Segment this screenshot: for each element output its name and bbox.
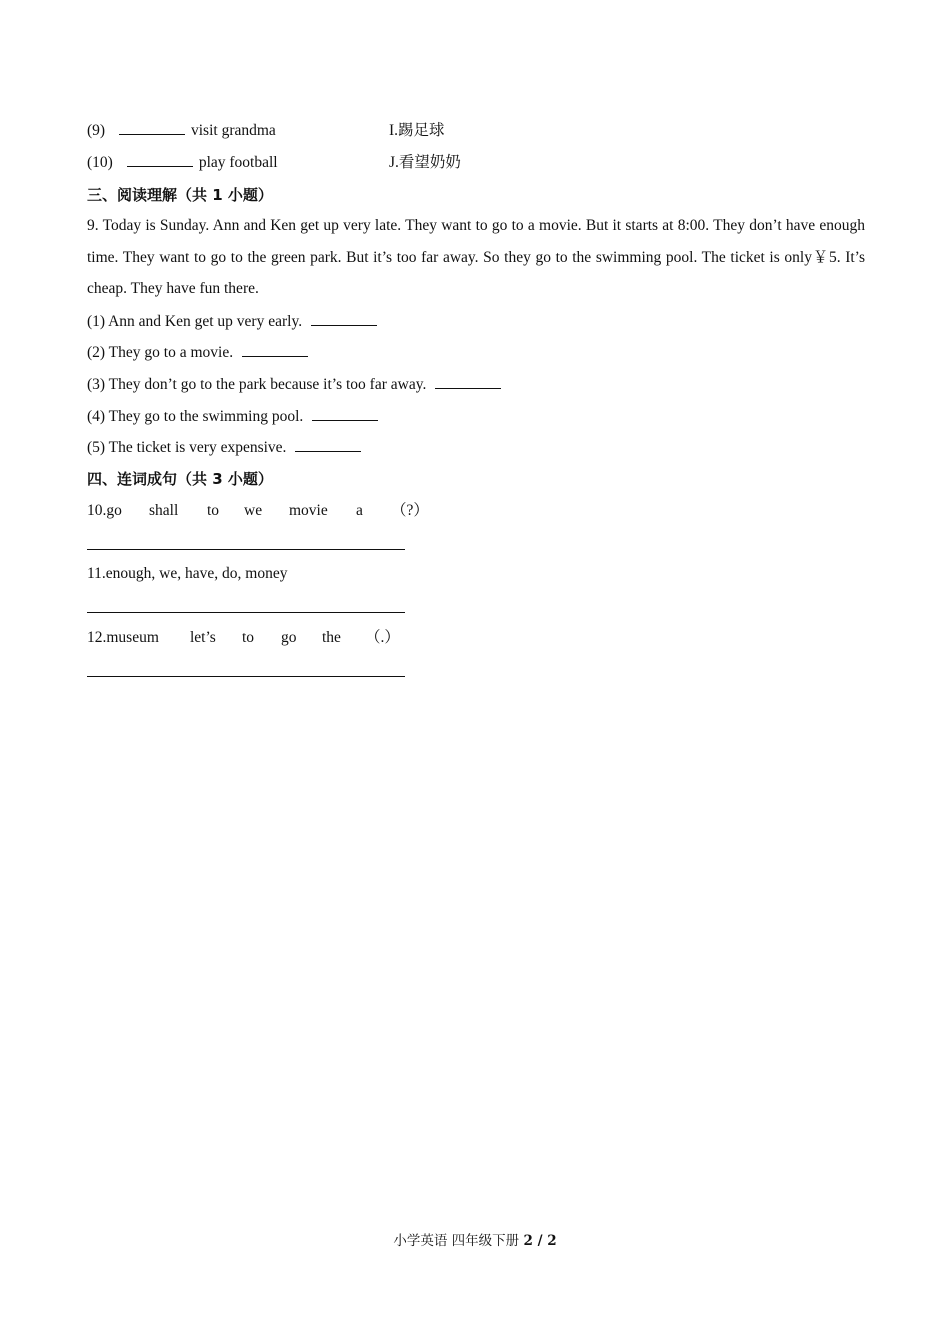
footer-page-number: 2 <box>523 1233 533 1249</box>
word: let’s <box>190 629 216 646</box>
match-number: (10) <box>87 154 113 171</box>
footer-page-total: 2 <box>547 1233 557 1249</box>
word: 10.go <box>87 502 122 519</box>
word: 12.museum <box>87 629 159 646</box>
match-number: (9) <box>87 122 106 139</box>
answer-line-11[interactable] <box>87 612 405 613</box>
answer-line-12[interactable] <box>87 676 405 677</box>
answer-blank[interactable] <box>295 438 361 452</box>
question-3 <box>87 375 501 395</box>
question-5 <box>87 438 361 458</box>
question-2 <box>87 343 308 363</box>
word: shall <box>149 502 179 519</box>
question-text: (5) The ticket is very expensive. <box>87 439 287 456</box>
question-text: (1) Ann and Ken get up very early. <box>87 313 303 330</box>
question-text: (2) They go to a movie. <box>87 344 234 361</box>
word: go <box>281 629 297 646</box>
match-option: I.踢足球 <box>389 122 445 139</box>
match-phrase: visit grandma <box>191 122 276 139</box>
question-1 <box>87 312 377 332</box>
answer-blank[interactable] <box>311 312 377 326</box>
footer-subject: 小学英语 四年级下册 <box>393 1233 520 1249</box>
word: the <box>322 629 341 646</box>
reading-passage: 9. Today is Sunday. Ann and Ken get up very late. They want to go to a movie. But it starts at 8:00. They don’t have enough time. They want to go to the green park. But it’s too far away. So they go to the swimming pool. The ticket is only￥5. It’s cheap. They have fun there. <box>87 217 865 298</box>
word: we <box>244 502 263 519</box>
question-10-words <box>87 501 429 521</box>
answer-blank[interactable] <box>312 407 378 421</box>
question-text: (4) They go to the swimming pool. <box>87 408 304 425</box>
answer-blank[interactable] <box>435 375 501 389</box>
footer-separator: / <box>532 1233 548 1249</box>
word: movie <box>289 502 328 519</box>
match-phrase: play football <box>198 154 278 171</box>
answer-blank[interactable] <box>242 343 308 357</box>
answer-line-10[interactable] <box>87 549 405 550</box>
word: a <box>356 502 363 519</box>
question-4 <box>87 407 378 427</box>
match-item-10 <box>87 153 461 173</box>
question-text: (3) They don’t go to the park because it’s too far away. <box>87 376 427 393</box>
word: （.） <box>365 629 400 646</box>
question-12-words <box>87 628 400 648</box>
word: to <box>242 629 255 646</box>
match-item-9 <box>87 121 445 141</box>
page-footer <box>0 1229 950 1249</box>
section-title-sentence-building: 四、连词成句（共 3 小题） <box>87 470 273 488</box>
match-blank[interactable] <box>119 121 185 135</box>
match-blank[interactable] <box>127 153 193 167</box>
section-title-reading: 三、阅读理解（共 1 小题） <box>87 186 273 204</box>
word: to <box>207 502 220 519</box>
question-11-words: 11.enough, we, have, do, money <box>87 565 288 582</box>
word: （?） <box>391 502 429 519</box>
match-option: J.看望奶奶 <box>389 154 461 171</box>
